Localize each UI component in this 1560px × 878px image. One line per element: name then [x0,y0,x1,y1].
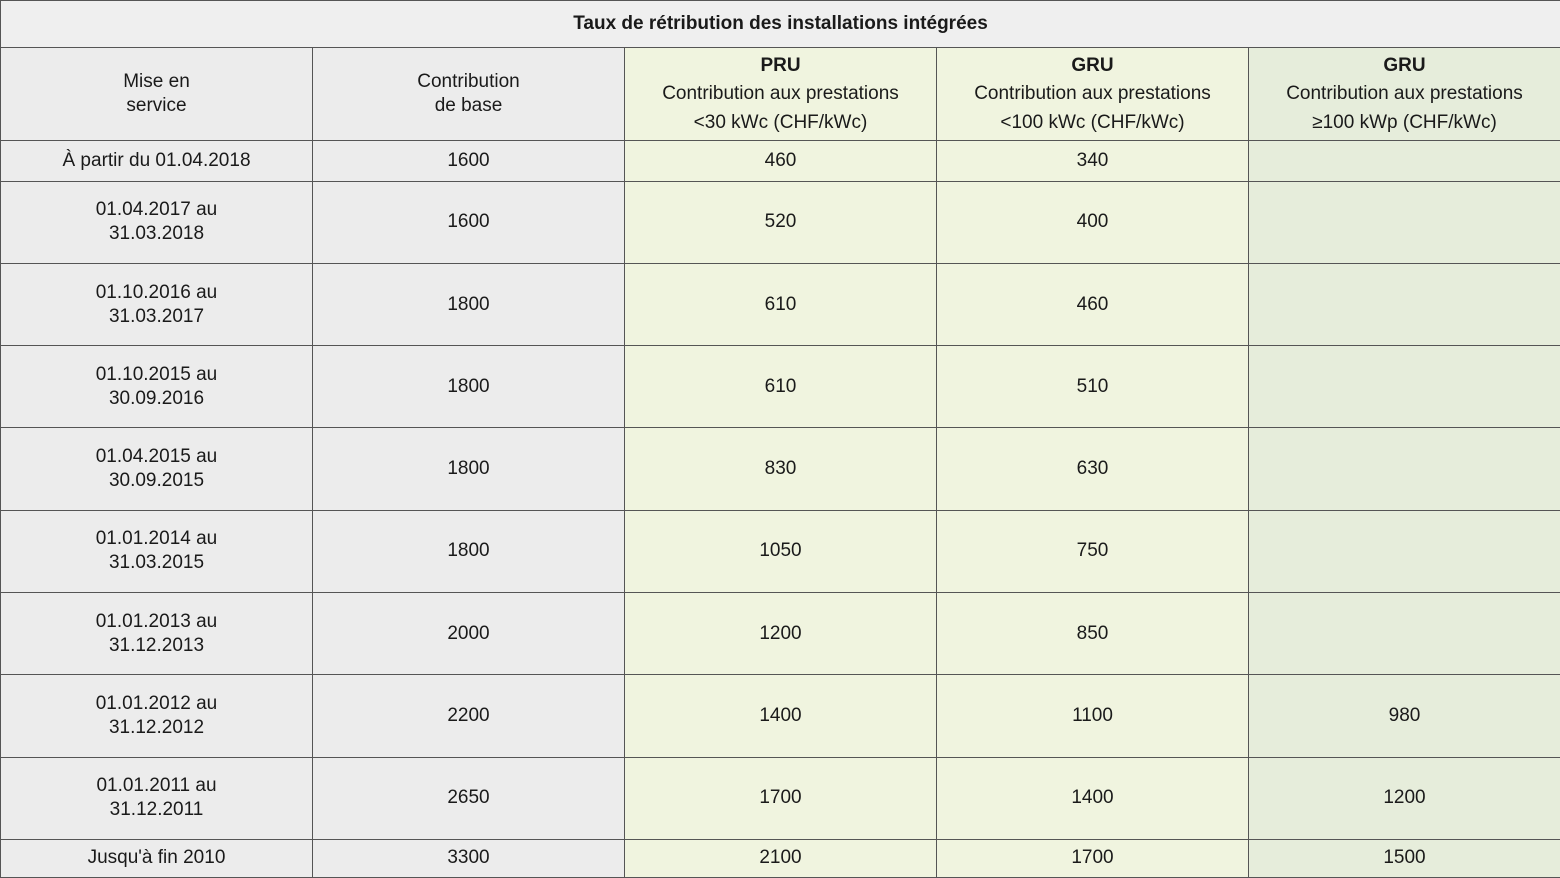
period-cell [1,839,313,877]
table-row [1,346,1560,428]
base-cell: 2650 [313,757,625,839]
gru-lt100-cell: 340 [937,141,1249,181]
table-row [1,263,1560,345]
table-row [1,675,1560,757]
base-cell: 1800 [313,510,625,592]
gru-ge100-cell [1249,263,1560,345]
period-start: 01.01.2013 au [95,610,218,632]
gru-lt100-cell: 750 [937,510,1249,592]
period-start: 01.10.2015 au [95,363,218,385]
period-end: 31.12.2012 [108,716,205,738]
header-base-contribution [313,48,625,141]
gru-lt100-cell: 400 [937,181,1249,263]
table-row [1,593,1560,675]
period-cell [1,593,313,675]
table-row [1,181,1560,263]
header-gru-lt100-line1: Contribution aux prestations [974,82,1211,104]
pru-cell: 1700 [625,757,937,839]
pru-cell: 830 [625,428,937,510]
period-end: 30.09.2015 [108,470,205,492]
period-cell [1,757,313,839]
base-cell: 1800 [313,263,625,345]
header-gru-lt100-line2: <100 kWc (CHF/kWc) [1000,111,1185,133]
header-gru-ge100-line1: Contribution aux prestations [1286,82,1523,104]
period-text: À partir du 01.04.2018 [62,150,251,172]
period-text: Jusqu'à fin 2010 [87,847,226,869]
header-commissioning-line1: Mise en [123,71,190,93]
header-gru-lt100-title: GRU [1071,54,1114,76]
period-cell [1,510,313,592]
period-start: 01.01.2014 au [95,528,218,550]
gru-ge100-cell [1249,346,1560,428]
pru-cell: 520 [625,181,937,263]
pru-cell: 610 [625,346,937,428]
base-cell: 1800 [313,346,625,428]
gru-lt100-cell: 850 [937,593,1249,675]
header-pru [625,48,937,141]
period-start: 01.04.2015 au [95,446,218,468]
header-pru-title: PRU [760,54,801,76]
pru-cell: 1400 [625,675,937,757]
gru-lt100-cell: 1700 [937,839,1249,877]
gru-ge100-cell [1249,593,1560,675]
table-row [1,428,1560,510]
header-gru-ge100-line2: ≥100 kWp (CHF/kWc) [1312,111,1497,133]
period-cell [1,141,313,181]
period-end: 30.09.2016 [108,387,205,409]
gru-ge100-cell [1249,181,1560,263]
gru-lt100-cell: 510 [937,346,1249,428]
period-cell [1,675,313,757]
pru-cell: 2100 [625,839,937,877]
period-start: 01.01.2011 au [96,775,217,797]
table-row [1,839,1560,877]
period-end: 31.03.2018 [108,223,205,245]
gru-lt100-cell: 460 [937,263,1249,345]
base-cell: 2200 [313,675,625,757]
header-gru-ge100 [1249,48,1560,141]
gru-ge100-cell [1249,141,1560,181]
base-cell: 2000 [313,593,625,675]
base-cell: 1600 [313,141,625,181]
table-title: Taux de rétribution des installations intégrées [1,1,1560,48]
gru-lt100-cell: 1400 [937,757,1249,839]
pru-cell: 460 [625,141,937,181]
gru-ge100-cell [1249,510,1560,592]
header-pru-line2: <30 kWc (CHF/kWc) [693,111,868,133]
gru-ge100-cell [1249,428,1560,510]
header-gru-ge100-title: GRU [1383,54,1426,76]
gru-ge100-cell: 1200 [1249,757,1560,839]
pru-cell: 1200 [625,593,937,675]
gru-lt100-cell: 630 [937,428,1249,510]
period-end: 31.12.2011 [109,799,204,821]
header-commissioning-line2: service [126,95,187,117]
period-cell [1,181,313,263]
base-cell: 1600 [313,181,625,263]
period-start: 01.04.2017 au [95,199,218,221]
pru-cell: 1050 [625,510,937,592]
table-row [1,757,1560,839]
header-base-line2: de base [434,95,503,117]
period-start: 01.01.2012 au [95,692,218,714]
gru-ge100-cell: 1500 [1249,839,1560,877]
gru-lt100-cell: 1100 [937,675,1249,757]
header-commissioning [1,48,313,141]
period-cell [1,263,313,345]
header-gru-lt100 [937,48,1249,141]
period-end: 31.03.2017 [108,305,205,327]
pru-cell: 610 [625,263,937,345]
header-base-line1: Contribution [417,71,520,93]
gru-ge100-cell: 980 [1249,675,1560,757]
period-end: 31.03.2015 [108,552,205,574]
period-start: 01.10.2016 au [95,281,218,303]
base-cell: 3300 [313,839,625,877]
header-pru-line1: Contribution aux prestations [662,82,899,104]
period-cell [1,346,313,428]
table-row [1,510,1560,592]
period-cell [1,428,313,510]
period-end: 31.12.2013 [108,634,205,656]
base-cell: 1800 [313,428,625,510]
table-row [1,141,1560,181]
